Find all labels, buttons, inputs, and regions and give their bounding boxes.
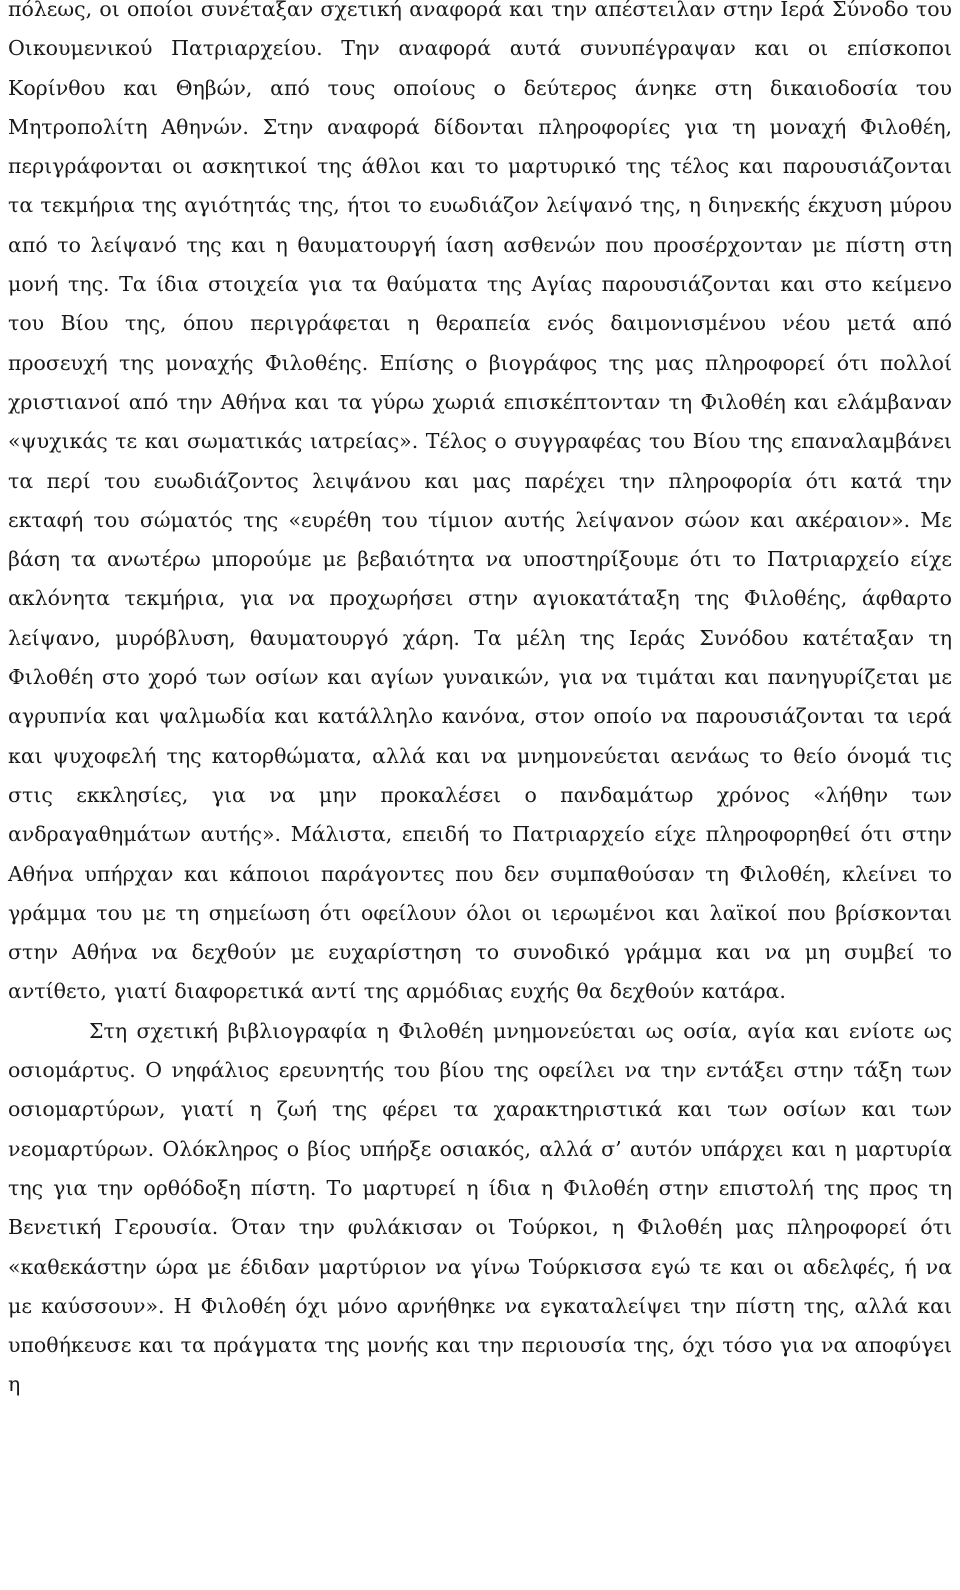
body-paragraph-2: Στη σχετική βιβλιογραφία η Φιλοθέη μνημονεύεται ως οσία, αγία και ενίοτε ως οσιομάρτυς. Ο νηφάλιος ερευνητής του βίου της οφείλει να την εντάξει στην τάξη των οσιομαρτύρων, γιατί η ζωή της φέρει τα χαρακτηριστικά και των οσίων και των νεομαρτύρων. Ολόκληρος ο βίος υπήρξε οσιακός, αλλά σ’ αυτόν υπάρχει και η μαρτυρία της για την ορθόδοξη πίστη. Το μαρτυρεί η ίδια η Φιλοθέη στην επιστολή της προς τη Βενετική Γερουσία. Όταν την φυλάκισαν οι Τούρκοι, η Φιλοθέη μας πληροφορεί ότι «καθεκάστην ώρα με έδιδαν μαρτύριον να γίνω Τούρκισσα εγώ τε και οι αδελφές, ή να με καύσσουν». Η Φιλοθέη όχι μόνο αρνήθηκε να εγκαταλείψει την πίστη της, αλλά και υποθήκευσε και τα πράγματα της μονής και την περιουσία της, όχι τόσο για να αποφύγει η bbox=[8, 1018, 952, 1397]
body-paragraph-1: πόλεως, οι οποίοι συνέταξαν σχετική αναφορά και την απέστειλαν στην Ιερά Σύνοδο του Οικουμενικού Πατριαρχείου. Την αναφορά αυτά συνυπέγραψαν και οι επίσκοποι Κορίνθου και Θηβών, από τους οποίους ο δεύτερος άνηκε στη δικαιοδοσία του Μητροπολίτη Αθηνών. Στην αναφορά δίδονται πληροφορίες για τη μοναχή Φιλοθέη, περιγράφονται οι ασκητικοί της άθλοι και το μαρτυρικό της τέλος και παρουσιάζονται τα τεκμήρια της αγιότητάς της, ήτοι το ευωδιάζον λείψανό της, η διηνεκής έκχυση μύρου από το λείψανό της και η θαυματουργή ίαση ασθενών που προσέρχονταν με πίστη στη μονή της. Τα ίδια στοιχεία για τα θαύματα της Αγίας παρουσιάζονται και στο κείμενο του Βίου της, όπου περιγράφεται η θεραπεία ενός δαιμονισμένου νέου μετά από προσευχή της μοναχής Φιλοθέης. Επίσης ο βιογράφος της μας πληροφορεί ότι πολλοί χριστιανοί από την Αθήνα και τα γύρω χωριά επισκέπτονταν τη Φιλοθέη και ελάμβαναν «ψυχικάς τε και σωματικάς ιατρείας». Τέλος ο συγγραφέας του Βίου της επαναλαμβάνει τα περί του ευωδιάζοντος λειψάνου και μας παρέχει την πληροφορία ότι κατά την εκταφή του σώματός της «ευρέθη του τίμιον αυτής λείψανον σώον και ακέραιον». Με βάση τα ανωτέρω μπορούμε με βεβαιότητα να υποστηρίξουμε ότι το Πατριαρχείο είχε ακλόνητα τεκμήρια, για να προχωρήσει στην αγιοκατάταξη της Φιλοθέης, άφθαρτο λείψανο, μυρόβλυση, θαυματουργό χάρη. Τα μέλη της Ιεράς Συνόδου κατέταξαν τη Φιλοθέη στο χορό των οσίων και αγίων γυναικών, για να τιμάται και πανηγυρίζεται με αγρυπνία και ψαλμωδία και κατάλληλο κανόνα, στον οποίο να παρουσιάζονται τα ιερά και ψυχοφελή της κατορθώματα, αλλά και να μνημονεύεται αενάως το θείο όνομά τις στις εκκλησίες, για να μην προκαλέσει ο πανδαμάτωρ χρόνος «λήθην των ανδραγαθημάτων αυτής». Μάλιστα, επειδή το Πατριαρχείο είχε πληροφορηθεί ότι στην Αθήνα υπήρχαν και κάποιοι παράγοντες που δεν συμπαθούσαν τη Φιλοθέη, κλείνει το γράμμα του με τη σημείωση ότι οφείλουν όλοι οι ιερωμένοι και λαϊκοί που βρίσκονται στην Αθήνα να δεχθούν με ευχαρίστηση το συνοδικό γράμμα και να μη συμβεί το αντίθετο, γιατί διαφορετικά αντί της αρμόδιας ευχής θα δεχθούν κατάρα. bbox=[8, 0, 952, 1004]
document-page bbox=[8, 0, 952, 1405]
